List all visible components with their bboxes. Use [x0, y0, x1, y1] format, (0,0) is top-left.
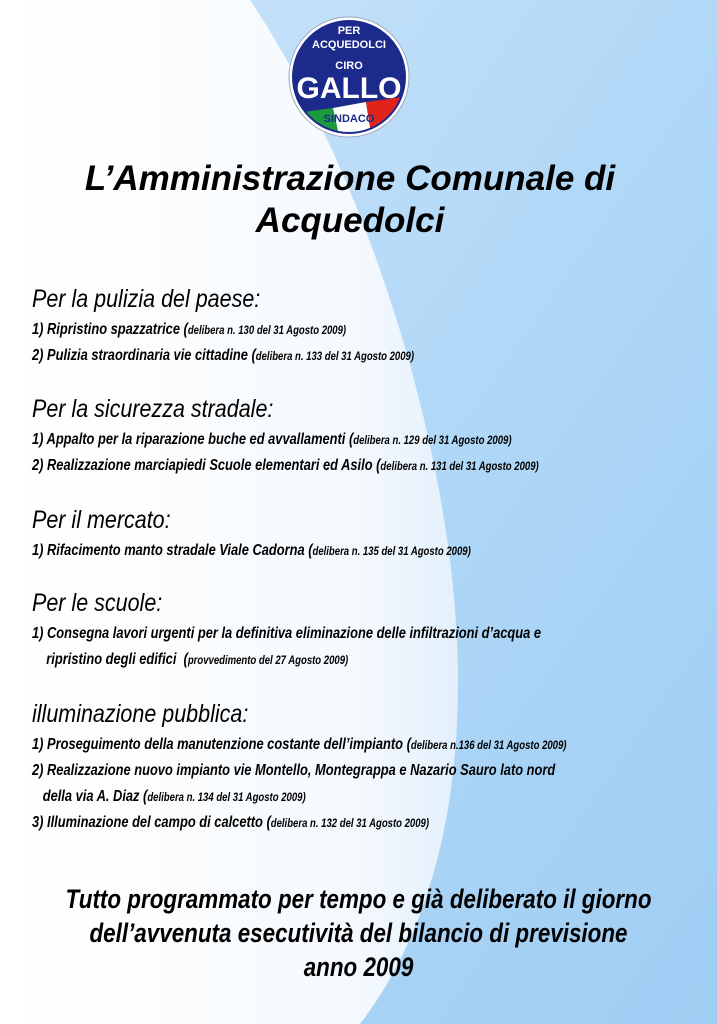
section-heading: Per la pulizia del paese:: [32, 285, 261, 313]
logo-text-role: SINDACO: [323, 113, 375, 125]
list-item: 1) Consegna lavori urgenti per la definitiva eliminazione delle infiltrazioni d’acqua e: [32, 625, 541, 642]
title-line-2: Acquedolci: [255, 201, 445, 240]
list-item: 1) Rifacimento manto stradale Viale Cadorna (delibera n. 135 del 31 Agosto 2009): [32, 542, 471, 559]
closing-statement: [61, 882, 656, 984]
logo-text-surname: GALLO: [296, 72, 402, 105]
list-item: 1) Ripristino spazzatrice (delibera n. 130 del 31 Agosto 2009): [32, 321, 347, 338]
list-item: ripristino degli edifici (provvedimento del 27 Agosto 2009): [32, 651, 349, 668]
list-item: 2) Realizzazione marciapiedi Scuole elementari ed Asilo (delibera n. 131 del 31 Agosto 2009): [32, 457, 539, 474]
section-heading: Per le scuole:: [32, 589, 163, 617]
list-item: 2) Realizzazione nuovo impianto vie Montello, Montegrappa e Nazario Sauro lato nord: [32, 762, 556, 779]
logo-text-first-name: CIRO: [335, 60, 363, 72]
campaign-logo: [288, 14, 410, 140]
footer-line-1: Tutto programmato per tempo e già deliberato il giorno: [65, 884, 652, 914]
footer-line-2: dell’avvenuta esecutività del bilancio di previsione anno 2009: [89, 918, 628, 982]
title-line-1: L’Amministrazione Comunale di: [84, 159, 616, 198]
logo-text-town: ACQUEDOLCI: [312, 39, 386, 51]
list-item: 1) Proseguimento della manutenzione costante dell’impianto (delibera n.136 del 31 Agosto 2009): [32, 736, 567, 753]
list-item: 2) Pulizia straordinaria vie cittadine (delibera n. 133 del 31 Agosto 2009): [32, 347, 415, 364]
list-item: 1) Appalto per la riparazione buche ed avvallamenti (delibera n. 129 del 31 Agosto 2009): [32, 431, 512, 448]
logo-text-per: PER: [337, 25, 361, 37]
section-heading: illuminazione pubblica:: [32, 700, 249, 728]
list-item: 3) Illuminazione del campo di calcetto (delibera n. 132 del 31 Agosto 2009): [32, 814, 430, 831]
section-heading: Per la sicurezza stradale:: [32, 395, 274, 423]
page-title: [0, 158, 700, 242]
list-item: della via A. Diaz (delibera n. 134 del 31 Agosto 2009): [32, 788, 306, 805]
section-heading: Per il mercato:: [32, 506, 171, 534]
